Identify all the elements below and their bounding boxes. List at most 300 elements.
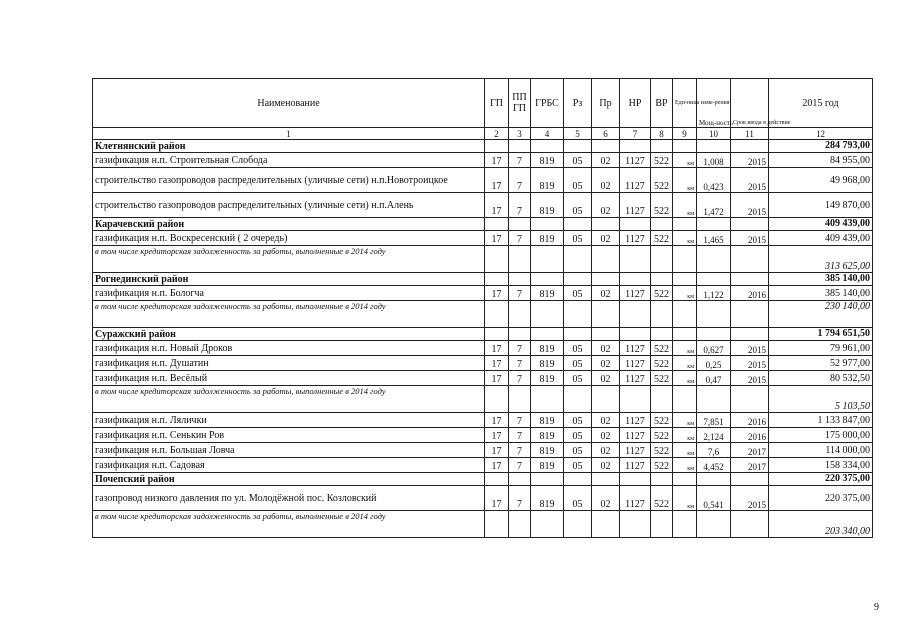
empty-cell xyxy=(531,511,564,538)
empty-cell xyxy=(509,473,531,486)
empty-cell xyxy=(564,328,592,341)
col-pr-header: Пр xyxy=(592,79,620,128)
empty-cell xyxy=(531,328,564,341)
unit: км xyxy=(673,286,697,301)
empty-cell xyxy=(731,386,769,413)
code-nr: 1127 xyxy=(620,153,651,168)
project-row xyxy=(93,286,873,301)
code-nr: 1127 xyxy=(620,443,651,458)
district-total: 385 140,00 xyxy=(769,273,873,286)
column-numbers-row xyxy=(93,128,873,140)
code-pr: 02 xyxy=(592,153,620,168)
col-number: 1 xyxy=(93,128,485,140)
code-grbs: 819 xyxy=(531,193,564,218)
col-number: 7 xyxy=(620,128,651,140)
debt-note-text: в том числе кредиторская задолженность за работы, выполненные в 2014 году xyxy=(93,386,485,413)
unit: км xyxy=(673,231,697,246)
empty-cell xyxy=(620,301,651,328)
unit: км xyxy=(673,413,697,428)
code-vr: 522 xyxy=(651,486,673,511)
project-name: газификация н.п. Большая Ловча xyxy=(93,443,485,458)
commission-year: 2016 xyxy=(731,413,769,428)
empty-cell xyxy=(697,386,731,413)
code-grbs: 819 xyxy=(531,168,564,193)
commission-year: 2017 xyxy=(731,443,769,458)
empty-cell xyxy=(731,140,769,153)
debt-note-text: в том числе кредиторская задолженность за работы, выполненные в 2014 году xyxy=(93,511,485,538)
code-nr: 1127 xyxy=(620,193,651,218)
amount: 409 439,00 xyxy=(769,231,873,246)
empty-cell xyxy=(531,386,564,413)
commission-year: 2015 xyxy=(731,153,769,168)
unit: км xyxy=(673,486,697,511)
code-nr: 1127 xyxy=(620,356,651,371)
code-vr: 522 xyxy=(651,443,673,458)
empty-cell xyxy=(485,218,509,231)
project-row xyxy=(93,413,873,428)
empty-cell xyxy=(673,246,697,273)
code-gp: 17 xyxy=(485,428,509,443)
code-vr: 522 xyxy=(651,371,673,386)
code-nr: 1127 xyxy=(620,286,651,301)
district-row xyxy=(93,140,873,153)
code-gp: 17 xyxy=(485,341,509,356)
power: 1,465 xyxy=(697,231,731,246)
empty-cell xyxy=(651,386,673,413)
empty-cell xyxy=(509,328,531,341)
code-ppgp: 7 xyxy=(509,356,531,371)
empty-cell xyxy=(485,511,509,538)
empty-cell xyxy=(651,328,673,341)
col-number: 5 xyxy=(564,128,592,140)
code-ppgp: 7 xyxy=(509,286,531,301)
amount: 114 000,00 xyxy=(769,443,873,458)
empty-cell xyxy=(564,218,592,231)
empty-cell xyxy=(509,273,531,286)
empty-cell xyxy=(509,301,531,328)
code-gp: 17 xyxy=(485,356,509,371)
code-gp: 17 xyxy=(485,286,509,301)
district-name: Суражский район xyxy=(93,328,485,341)
col-number: 9 xyxy=(673,128,697,140)
col-number: 12 xyxy=(769,128,873,140)
col-number: 11 xyxy=(731,128,769,140)
code-rz: 05 xyxy=(564,341,592,356)
empty-cell xyxy=(673,218,697,231)
project-name: газификация н.п. Душатин xyxy=(93,356,485,371)
empty-cell xyxy=(592,273,620,286)
code-grbs: 819 xyxy=(531,341,564,356)
project-row xyxy=(93,486,873,511)
district-row xyxy=(93,328,873,341)
code-pr: 02 xyxy=(592,371,620,386)
col-vr-header: ВР xyxy=(651,79,673,128)
amount: 1 133 847,00 xyxy=(769,413,873,428)
power: 0,47 xyxy=(697,371,731,386)
amount: 220 375,00 xyxy=(769,486,873,511)
empty-cell xyxy=(592,301,620,328)
col-number: 3 xyxy=(509,128,531,140)
project-name: газификация н.п. Воскресенский ( 2 очередь) xyxy=(93,231,485,246)
district-name: Клетнянский район xyxy=(93,140,485,153)
code-pr: 02 xyxy=(592,286,620,301)
unit: км xyxy=(673,428,697,443)
budget-table xyxy=(92,78,873,538)
empty-cell xyxy=(651,511,673,538)
code-nr: 1127 xyxy=(620,458,651,473)
code-vr: 522 xyxy=(651,153,673,168)
empty-cell xyxy=(592,246,620,273)
commission-year: 2015 xyxy=(731,356,769,371)
project-name: строительство газопроводов распределительных (уличные сети) н.п.Новотроицкое xyxy=(93,168,485,193)
amount: 149 870,00 xyxy=(769,193,873,218)
amount: 158 334,00 xyxy=(769,458,873,473)
empty-cell xyxy=(509,246,531,273)
district-row xyxy=(93,273,873,286)
code-nr: 1127 xyxy=(620,486,651,511)
empty-cell xyxy=(531,246,564,273)
empty-cell xyxy=(485,386,509,413)
empty-cell xyxy=(509,511,531,538)
col-ppgp-header: ПП ГП xyxy=(509,79,531,128)
code-rz: 05 xyxy=(564,413,592,428)
commission-year: 2017 xyxy=(731,458,769,473)
empty-cell xyxy=(531,473,564,486)
empty-cell xyxy=(731,328,769,341)
code-vr: 522 xyxy=(651,458,673,473)
empty-cell xyxy=(531,218,564,231)
code-rz: 05 xyxy=(564,428,592,443)
project-name: газификация н.п. Сенькин Ров xyxy=(93,428,485,443)
empty-cell xyxy=(620,246,651,273)
empty-cell xyxy=(673,511,697,538)
empty-cell xyxy=(564,386,592,413)
empty-cell xyxy=(485,473,509,486)
col-nr-header: НР xyxy=(620,79,651,128)
empty-cell xyxy=(592,511,620,538)
empty-cell xyxy=(697,473,731,486)
power: 2,124 xyxy=(697,428,731,443)
code-vr: 522 xyxy=(651,428,673,443)
empty-cell xyxy=(673,386,697,413)
col-term-header: Срок ввода в действие xyxy=(731,79,769,128)
district-total: 220 375,00 xyxy=(769,473,873,486)
empty-cell xyxy=(697,328,731,341)
code-rz: 05 xyxy=(564,193,592,218)
empty-cell xyxy=(564,140,592,153)
power: 0,627 xyxy=(697,341,731,356)
code-nr: 1127 xyxy=(620,428,651,443)
empty-cell xyxy=(592,328,620,341)
debt-amount: 5 103,50 xyxy=(769,386,873,413)
empty-cell xyxy=(673,273,697,286)
code-gp: 17 xyxy=(485,458,509,473)
unit: км xyxy=(673,443,697,458)
empty-cell xyxy=(651,273,673,286)
col-grbs-header: ГРБС xyxy=(531,79,564,128)
header-row xyxy=(93,79,873,128)
project-row xyxy=(93,231,873,246)
code-nr: 1127 xyxy=(620,371,651,386)
col-name-header: Наименование xyxy=(93,79,485,128)
code-ppgp: 7 xyxy=(509,168,531,193)
empty-cell xyxy=(731,301,769,328)
empty-cell xyxy=(592,473,620,486)
district-row xyxy=(93,218,873,231)
empty-cell xyxy=(697,218,731,231)
empty-cell xyxy=(620,140,651,153)
empty-cell xyxy=(697,246,731,273)
amount: 175 000,00 xyxy=(769,428,873,443)
empty-cell xyxy=(673,473,697,486)
power: 0,25 xyxy=(697,356,731,371)
commission-year: 2016 xyxy=(731,428,769,443)
code-vr: 522 xyxy=(651,356,673,371)
project-row xyxy=(93,341,873,356)
empty-cell xyxy=(509,386,531,413)
col-power-header: Мощ-ность xyxy=(697,79,731,128)
unit: км xyxy=(673,341,697,356)
project-name: газификация н.п. Бологча xyxy=(93,286,485,301)
empty-cell xyxy=(564,473,592,486)
code-pr: 02 xyxy=(592,458,620,473)
project-name: строительство газопроводов распределительных (уличные сети) н.п.Алень xyxy=(93,193,485,218)
project-row xyxy=(93,443,873,458)
code-ppgp: 7 xyxy=(509,486,531,511)
col-unit-header: Еди-ница изме-рения xyxy=(673,79,697,128)
col-number: 10 xyxy=(697,128,731,140)
code-gp: 17 xyxy=(485,413,509,428)
code-rz: 05 xyxy=(564,356,592,371)
power: 1,008 xyxy=(697,153,731,168)
code-rz: 05 xyxy=(564,168,592,193)
code-vr: 522 xyxy=(651,193,673,218)
amount: 52 977,00 xyxy=(769,356,873,371)
code-ppgp: 7 xyxy=(509,153,531,168)
unit: км xyxy=(673,153,697,168)
empty-cell xyxy=(620,511,651,538)
empty-cell xyxy=(731,273,769,286)
empty-cell xyxy=(697,511,731,538)
empty-cell xyxy=(620,328,651,341)
commission-year: 2016 xyxy=(731,286,769,301)
code-ppgp: 7 xyxy=(509,371,531,386)
code-grbs: 819 xyxy=(531,413,564,428)
col-number: 4 xyxy=(531,128,564,140)
code-grbs: 819 xyxy=(531,356,564,371)
debt-note-row xyxy=(93,301,873,328)
empty-cell xyxy=(564,301,592,328)
code-grbs: 819 xyxy=(531,458,564,473)
code-grbs: 819 xyxy=(531,486,564,511)
empty-cell xyxy=(509,218,531,231)
debt-note-row xyxy=(93,511,873,538)
code-vr: 522 xyxy=(651,341,673,356)
code-ppgp: 7 xyxy=(509,413,531,428)
code-rz: 05 xyxy=(564,458,592,473)
empty-cell xyxy=(485,328,509,341)
project-row xyxy=(93,356,873,371)
amount: 80 532,50 xyxy=(769,371,873,386)
empty-cell xyxy=(531,140,564,153)
col-year-header: 2015 год xyxy=(769,79,873,128)
code-grbs: 819 xyxy=(531,443,564,458)
code-grbs: 819 xyxy=(531,428,564,443)
code-pr: 02 xyxy=(592,341,620,356)
debt-note-text: в том числе кредиторская задолженность за работы, выполненные в 2014 году xyxy=(93,246,485,273)
project-row xyxy=(93,371,873,386)
empty-cell xyxy=(731,246,769,273)
code-gp: 17 xyxy=(485,443,509,458)
project-row xyxy=(93,193,873,218)
code-rz: 05 xyxy=(564,153,592,168)
empty-cell xyxy=(697,301,731,328)
code-ppgp: 7 xyxy=(509,458,531,473)
code-gp: 17 xyxy=(485,193,509,218)
district-row xyxy=(93,473,873,486)
empty-cell xyxy=(620,273,651,286)
project-name: газификация н.п. Садовая xyxy=(93,458,485,473)
code-vr: 522 xyxy=(651,231,673,246)
code-nr: 1127 xyxy=(620,168,651,193)
power: 7,851 xyxy=(697,413,731,428)
empty-cell xyxy=(620,473,651,486)
amount: 49 968,00 xyxy=(769,168,873,193)
code-pr: 02 xyxy=(592,193,620,218)
project-name: газификация н.п. Лялички xyxy=(93,413,485,428)
empty-cell xyxy=(731,473,769,486)
amount: 385 140,00 xyxy=(769,286,873,301)
project-row xyxy=(93,168,873,193)
district-total: 284 793,00 xyxy=(769,140,873,153)
district-total: 409 439,00 xyxy=(769,218,873,231)
code-pr: 02 xyxy=(592,428,620,443)
project-row xyxy=(93,428,873,443)
unit: км xyxy=(673,168,697,193)
code-rz: 05 xyxy=(564,486,592,511)
power: 1,122 xyxy=(697,286,731,301)
commission-year: 2015 xyxy=(731,486,769,511)
empty-cell xyxy=(697,140,731,153)
col-number: 2 xyxy=(485,128,509,140)
empty-cell xyxy=(697,273,731,286)
code-pr: 02 xyxy=(592,356,620,371)
empty-cell xyxy=(531,273,564,286)
table-body xyxy=(93,140,873,538)
commission-year: 2015 xyxy=(731,168,769,193)
code-pr: 02 xyxy=(592,486,620,511)
code-ppgp: 7 xyxy=(509,443,531,458)
col-gp-header: ГП xyxy=(485,79,509,128)
district-name: Рогнединский район xyxy=(93,273,485,286)
code-grbs: 819 xyxy=(531,286,564,301)
empty-cell xyxy=(673,140,697,153)
col-number: 8 xyxy=(651,128,673,140)
code-gp: 17 xyxy=(485,168,509,193)
empty-cell xyxy=(485,246,509,273)
code-nr: 1127 xyxy=(620,231,651,246)
power: 1,472 xyxy=(697,193,731,218)
amount: 79 961,00 xyxy=(769,341,873,356)
empty-cell xyxy=(509,140,531,153)
debt-amount: 313 625,00 xyxy=(769,246,873,273)
col-number: 6 xyxy=(592,128,620,140)
empty-cell xyxy=(564,511,592,538)
empty-cell xyxy=(592,218,620,231)
project-name: газопровод низкого давления по ул. Молодёжной пос. Козловский xyxy=(93,486,485,511)
code-gp: 17 xyxy=(485,371,509,386)
code-pr: 02 xyxy=(592,413,620,428)
empty-cell xyxy=(651,246,673,273)
empty-cell xyxy=(651,301,673,328)
power: 0,423 xyxy=(697,168,731,193)
power: 4,452 xyxy=(697,458,731,473)
debt-note-row xyxy=(93,386,873,413)
code-pr: 02 xyxy=(592,443,620,458)
empty-cell xyxy=(564,273,592,286)
commission-year: 2015 xyxy=(731,341,769,356)
unit: км xyxy=(673,371,697,386)
code-ppgp: 7 xyxy=(509,193,531,218)
empty-cell xyxy=(651,218,673,231)
power: 0,541 xyxy=(697,486,731,511)
district-name: Почепский район xyxy=(93,473,485,486)
empty-cell xyxy=(592,386,620,413)
debt-note-text: в том числе кредиторская задолженность за работы, выполненные в 2014 году xyxy=(93,301,485,328)
empty-cell xyxy=(485,301,509,328)
unit: км xyxy=(673,356,697,371)
page-number: 9 xyxy=(874,602,879,613)
code-grbs: 819 xyxy=(531,153,564,168)
code-vr: 522 xyxy=(651,413,673,428)
project-name: газификация н.п. Новый Дроков xyxy=(93,341,485,356)
empty-cell xyxy=(485,273,509,286)
unit: км xyxy=(673,458,697,473)
code-vr: 522 xyxy=(651,286,673,301)
code-gp: 17 xyxy=(485,231,509,246)
empty-cell xyxy=(531,301,564,328)
empty-cell xyxy=(673,328,697,341)
empty-cell xyxy=(673,301,697,328)
code-ppgp: 7 xyxy=(509,231,531,246)
code-rz: 05 xyxy=(564,286,592,301)
debt-amount: 230 140,00 xyxy=(769,301,873,328)
empty-cell xyxy=(564,246,592,273)
empty-cell xyxy=(592,140,620,153)
project-row xyxy=(93,458,873,473)
power: 7,6 xyxy=(697,443,731,458)
debt-amount: 203 340,00 xyxy=(769,511,873,538)
code-nr: 1127 xyxy=(620,413,651,428)
code-vr: 522 xyxy=(651,168,673,193)
code-rz: 05 xyxy=(564,443,592,458)
empty-cell xyxy=(731,218,769,231)
code-pr: 02 xyxy=(592,168,620,193)
code-rz: 05 xyxy=(564,371,592,386)
code-gp: 17 xyxy=(485,153,509,168)
code-ppgp: 7 xyxy=(509,341,531,356)
empty-cell xyxy=(620,218,651,231)
district-name: Карачевский район xyxy=(93,218,485,231)
project-name: газификация н.п. Строительная Слобода xyxy=(93,153,485,168)
amount: 84 955,00 xyxy=(769,153,873,168)
empty-cell xyxy=(485,140,509,153)
col-rz-header: Рз xyxy=(564,79,592,128)
empty-cell xyxy=(651,140,673,153)
code-gp: 17 xyxy=(485,486,509,511)
code-grbs: 819 xyxy=(531,371,564,386)
commission-year: 2015 xyxy=(731,371,769,386)
